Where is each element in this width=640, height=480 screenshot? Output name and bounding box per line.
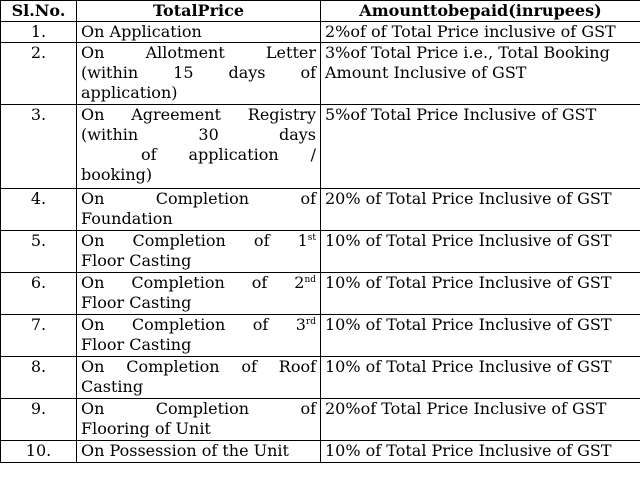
row-sl-no: 9.: [1, 399, 77, 441]
table-row: [1, 357, 640, 399]
row-milestone: [77, 357, 321, 399]
row-sl-no: 10.: [1, 441, 77, 463]
row-amount: [321, 315, 640, 357]
ordinal-suffix: st: [307, 233, 316, 243]
row-sl-no: 1.: [1, 22, 77, 43]
milestone-text: On Completion of 1: [81, 231, 308, 250]
table-row: [1, 441, 640, 463]
row-milestone: [77, 189, 321, 231]
row-amount: [321, 22, 640, 43]
milestone-line: Foundation: [81, 209, 173, 228]
header-amount: Amounttobepaid(inrupees): [321, 1, 640, 22]
milestone-line: application): [81, 83, 178, 102]
row-sl-no: 5.: [1, 231, 77, 273]
amount-line: Amount Inclusive of GST: [325, 63, 527, 82]
row-amount: [321, 231, 640, 273]
milestone-line: Flooring of Unit: [81, 419, 211, 438]
row-milestone: [77, 22, 321, 43]
row-amount: [321, 357, 640, 399]
row-sl-no: 4.: [1, 189, 77, 231]
amount-line: 20%of Total Price Inclusive of GST: [325, 399, 607, 418]
header-total-price: TotalPrice: [77, 1, 321, 22]
row-milestone: [77, 105, 321, 189]
row-amount: [321, 189, 640, 231]
milestone-text: On Completion of 3: [81, 315, 306, 334]
milestone-line: Floor Casting: [81, 293, 192, 312]
row-amount: [321, 441, 640, 463]
row-sl-no: 6.: [1, 273, 77, 315]
row-milestone: [77, 315, 321, 357]
table-row: [1, 315, 640, 357]
milestone-line: Floor Casting: [81, 335, 192, 354]
milestone-line: On Possession of the Unit: [81, 441, 289, 460]
header-sl-no: Sl.No.: [1, 1, 77, 22]
milestone-line: [81, 273, 316, 293]
milestone-line: On Application: [81, 22, 202, 41]
amount-line: 10% of Total Price Inclusive of GST: [325, 441, 612, 460]
row-sl-no: 7.: [1, 315, 77, 357]
milestone-text: On Completion of 2: [81, 273, 305, 292]
milestone-line: (within 30 days: [81, 125, 316, 144]
row-milestone: [77, 273, 321, 315]
milestone-line: On Completion of Roof: [81, 357, 316, 376]
milestone-line: On Completion of: [81, 189, 316, 208]
amount-line: 10% of Total Price Inclusive of GST: [325, 357, 612, 376]
row-sl-no: 8.: [1, 357, 77, 399]
milestone-line: On Allotment Letter: [81, 43, 316, 62]
table-row: [1, 105, 640, 189]
row-amount: [321, 399, 640, 441]
amount-line: 20% of Total Price Inclusive of GST: [325, 189, 612, 208]
amount-line: 3%of Total Price i.e., Total Booking: [325, 43, 610, 62]
row-milestone: [77, 231, 321, 273]
table-row: [1, 231, 640, 273]
row-sl-no: 3.: [1, 105, 77, 189]
table-row: [1, 43, 640, 105]
table-row: [1, 273, 640, 315]
row-amount: [321, 273, 640, 315]
row-amount: [321, 105, 640, 189]
milestone-line: [81, 315, 316, 335]
amount-line: 10% of Total Price Inclusive of GST: [325, 273, 612, 292]
row-milestone: [77, 43, 321, 105]
table-row: [1, 189, 640, 231]
table-row: [1, 399, 640, 441]
milestone-line: Floor Casting: [81, 251, 192, 270]
amount-line: 2%of of Total Price inclusive of GST: [325, 22, 616, 41]
milestone-line: of application /: [141, 145, 316, 164]
row-amount: [321, 43, 640, 105]
milestone-line: On Agreement Registry: [81, 105, 316, 124]
ordinal-suffix: nd: [304, 275, 316, 285]
amount-line: 5%of Total Price Inclusive of GST: [325, 105, 597, 124]
milestone-line: booking): [81, 165, 153, 184]
milestone-line: (within 15 days of: [81, 63, 316, 82]
table-row: [1, 22, 640, 43]
milestone-line: [81, 231, 316, 251]
row-milestone: [77, 399, 321, 441]
ordinal-suffix: rd: [305, 317, 316, 327]
header-row: [1, 1, 640, 22]
amount-line: 10% of Total Price Inclusive of GST: [325, 315, 612, 334]
table-body: [1, 22, 640, 463]
milestone-line: On Completion of: [81, 399, 316, 418]
amount-line: 10% of Total Price Inclusive of GST: [325, 231, 612, 250]
milestone-line: Casting: [81, 377, 144, 396]
row-sl-no: 2.: [1, 43, 77, 105]
row-milestone: [77, 441, 321, 463]
